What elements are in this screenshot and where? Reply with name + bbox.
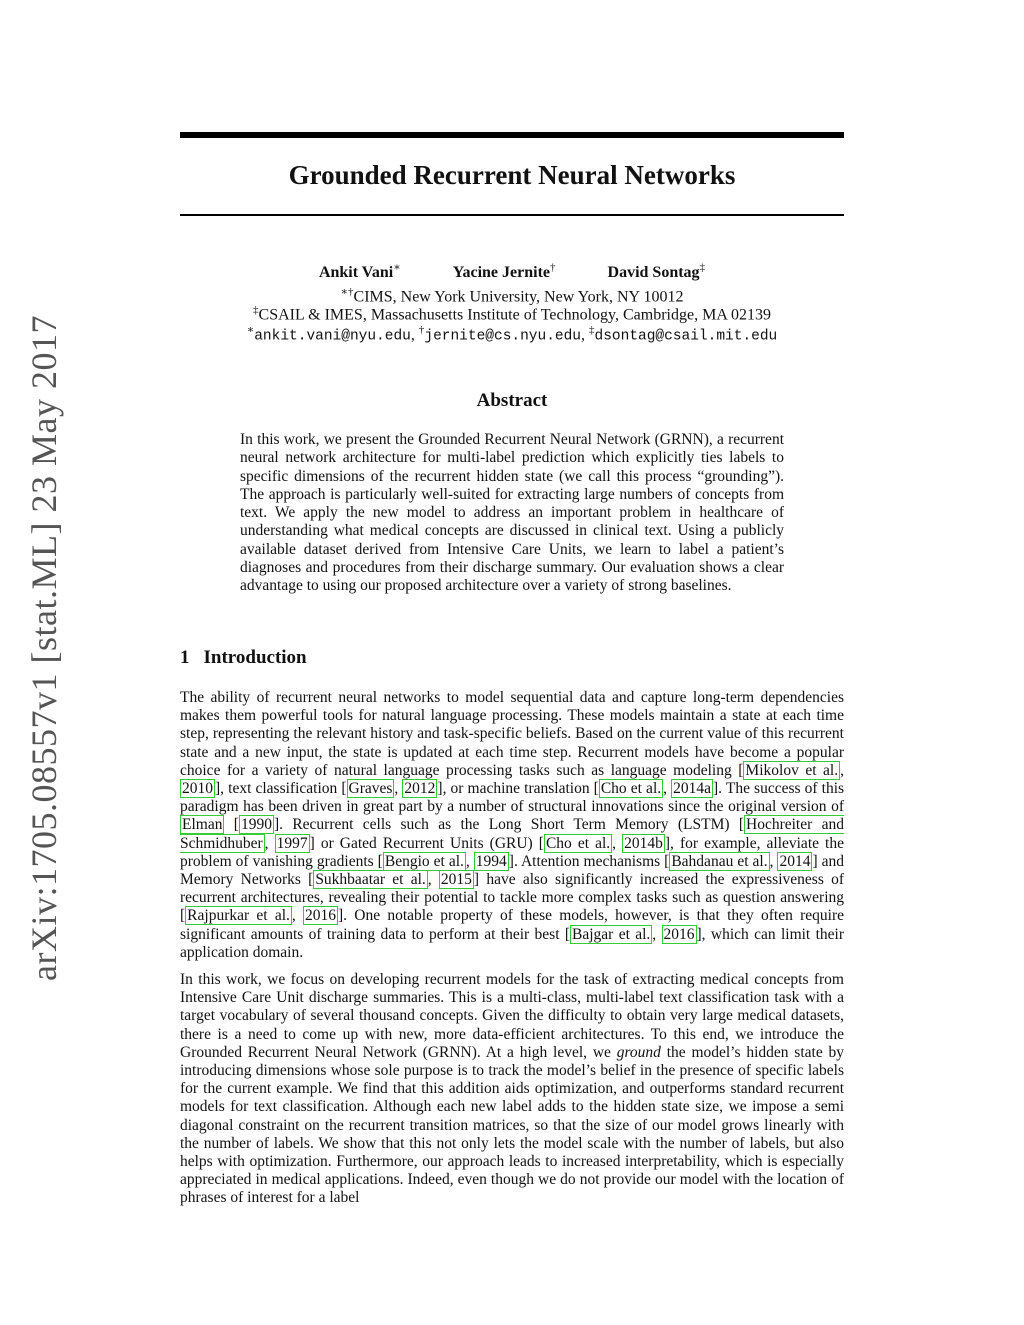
- email-sontag[interactable]: dsontag@csail.mit.edu: [594, 328, 778, 345]
- arxiv-side-stamp: arXiv:1705.08557v1 [stat.ML] 23 May 2017: [24, 315, 64, 981]
- email-jernite[interactable]: jernite@cs.nyu.edu: [424, 328, 582, 345]
- citation-link[interactable]: 2014b: [624, 834, 663, 852]
- author-emails: ∗ankit.vani@nyu.edu, †jernite@cs.nyu.edu, ‡dsontag@csail.mit.edu: [246, 324, 778, 345]
- affiliation-nyu: ∗†CIMS, New York University, New York, NY 10012: [340, 286, 684, 306]
- affiliation-mit: ‡CSAIL & IMES, Massachusetts Institute of Technology, Cambridge, MA 02139: [253, 304, 771, 324]
- citation-link[interactable]: Sukhbaatar et al.: [315, 871, 426, 889]
- citation-link[interactable]: Mikolov et al.: [745, 761, 839, 779]
- intro-paragraph-2: In this work, we focus on developing recurrent models for the task of extracting medical concepts from Intensive Care Unit discharge summaries. This is a multi-class, multi-label text classification task with a target vocabulary of several thousand concepts. Given the difficulty to obtain very large medical datasets, there is a need to come up with new, more data-efficient architectures. To this end, we introduce the Grounded Recurrent Neural Network (GRNN). At a high level, we ground the model’s hidden state by introducing dimensions whose sole purpose is to track the model’s belief in the presence of specific labels for the current example. We find that this addition aids optimization, and outperforms standard recurrent models for text classification. Although each new label adds to the hidden state size, we impose a semi diagonal constraint on the recurrent transition matrices, so that the size of our model grows linearly with the number of labels. We show that this not only lets the model scale with the number of labels, but also helps with optimization. Furthermore, our approach leads to increased interpretability, which is especially appreciated in medical applications. Indeed, even though we do not provide our model with the location of phrases of interest for a label: [180, 971, 844, 1207]
- citation-link[interactable]: Hochreiter and Schmidhuber: [180, 816, 844, 852]
- citation-link[interactable]: 1994: [475, 852, 507, 870]
- title-rule-top: [180, 132, 844, 138]
- author-vani: Ankit Vani∗: [318, 262, 401, 282]
- citation-link[interactable]: Elman: [182, 816, 223, 834]
- email-vani[interactable]: ankit.vani@nyu.edu: [254, 328, 411, 345]
- citation-link[interactable]: Rajpurkar et al.: [187, 907, 290, 925]
- citation-link[interactable]: 2015: [440, 871, 472, 889]
- title-rule-bottom: [180, 214, 844, 216]
- citation-link[interactable]: 2010: [182, 780, 213, 798]
- emphasis-ground: ground: [616, 1043, 661, 1061]
- citation-link[interactable]: Cho et al.: [600, 780, 662, 798]
- author-jernite: Yacine Jernite†: [452, 262, 556, 282]
- author-list: [180, 261, 844, 282]
- section-heading-introduction: 1 Introduction: [180, 647, 307, 668]
- citation-link[interactable]: Cho et al.: [545, 834, 611, 852]
- citation-link[interactable]: Bengio et al.: [384, 852, 464, 870]
- intro-paragraph-1: The ability of recurrent neural networks to model sequential data and capture long-term dependencies makes them powerful tools for natural language processing. These models maintain a state at each time step, representing the relevant history and task-specific beliefs. Based on the current value of this recurrent state and a new input, the state is updated at each time step. Recurrent models have become a popular choice for a variety of natural language processing tasks such as language modeling [ Mikolov et al. , 2010 ], text classification [ Graves , 2012 ], or machine translation [ Cho et al. , 2014a ]. The success of this paradigm has been driven in great part by a number of structural innovations since the original version of Elman [ 1990 ]. Recurrent cells such as the Long Short Term Memory (LSTM) [ Hochreiter and Schmidhuber , 1997 ] or Gated Recurrent Units (GRU) [ Cho et al. , 2014b ], for example, alleviate the problem of vanishing gradients [ Bengio et al. , 1994 ]. Attention mechanisms [ Bahdanau et al. , 2014 ] and Memory Networks [ Sukhbaatar et al. , 2015 ] have also significantly increased the expressiveness of recurrent architectures, revealing their potential to tackle more complex tasks such as question answering [ Rajpurkar et al. , 2016 ]. One notable property of these models, however, is that they often require significant amounts of training data to perform at their best [ Bajgar et al. , 2016 ], which can limit their application domain.: [180, 689, 845, 961]
- citation-link[interactable]: Bahdanau et al.: [671, 852, 768, 870]
- citation-link[interactable]: 2012: [404, 780, 436, 798]
- citation-link[interactable]: 1990: [240, 816, 272, 834]
- citation-link[interactable]: Bajgar et al.: [572, 925, 651, 943]
- citation-link[interactable]: Graves: [348, 780, 393, 798]
- citation-link[interactable]: 1997: [276, 834, 308, 852]
- author-sontag: David Sontag‡: [607, 262, 706, 282]
- abstract-heading: Abstract: [476, 390, 548, 411]
- citation-link[interactable]: 2014: [779, 852, 811, 870]
- citation-link[interactable]: 2016: [663, 925, 695, 943]
- abstract-text: In this work, we present the Grounded Recurrent Neural Network (GRNN), a recurrent neural network architecture for multi-label prediction which explicitly ties labels to specific dimensions of the recurrent hidden state (we call this process “grounding”). The approach is particularly well-suited for extracting large numbers of concepts from text. We apply the new model to address an important problem in healthcare of understanding what medical concepts are discussed in clinical text. Using a publicly available dataset derived from Intensive Care Units, we learn to label a patient’s diagnoses and procedures from their discharge summary. Our evaluation shows a clear advantage to using our proposed architecture over a variety of strong baselines.: [240, 431, 784, 595]
- paper-title: Grounded Recurrent Neural Networks: [288, 160, 736, 190]
- citation-link[interactable]: 2014a: [673, 780, 711, 798]
- citation-link[interactable]: 2016: [305, 907, 337, 925]
